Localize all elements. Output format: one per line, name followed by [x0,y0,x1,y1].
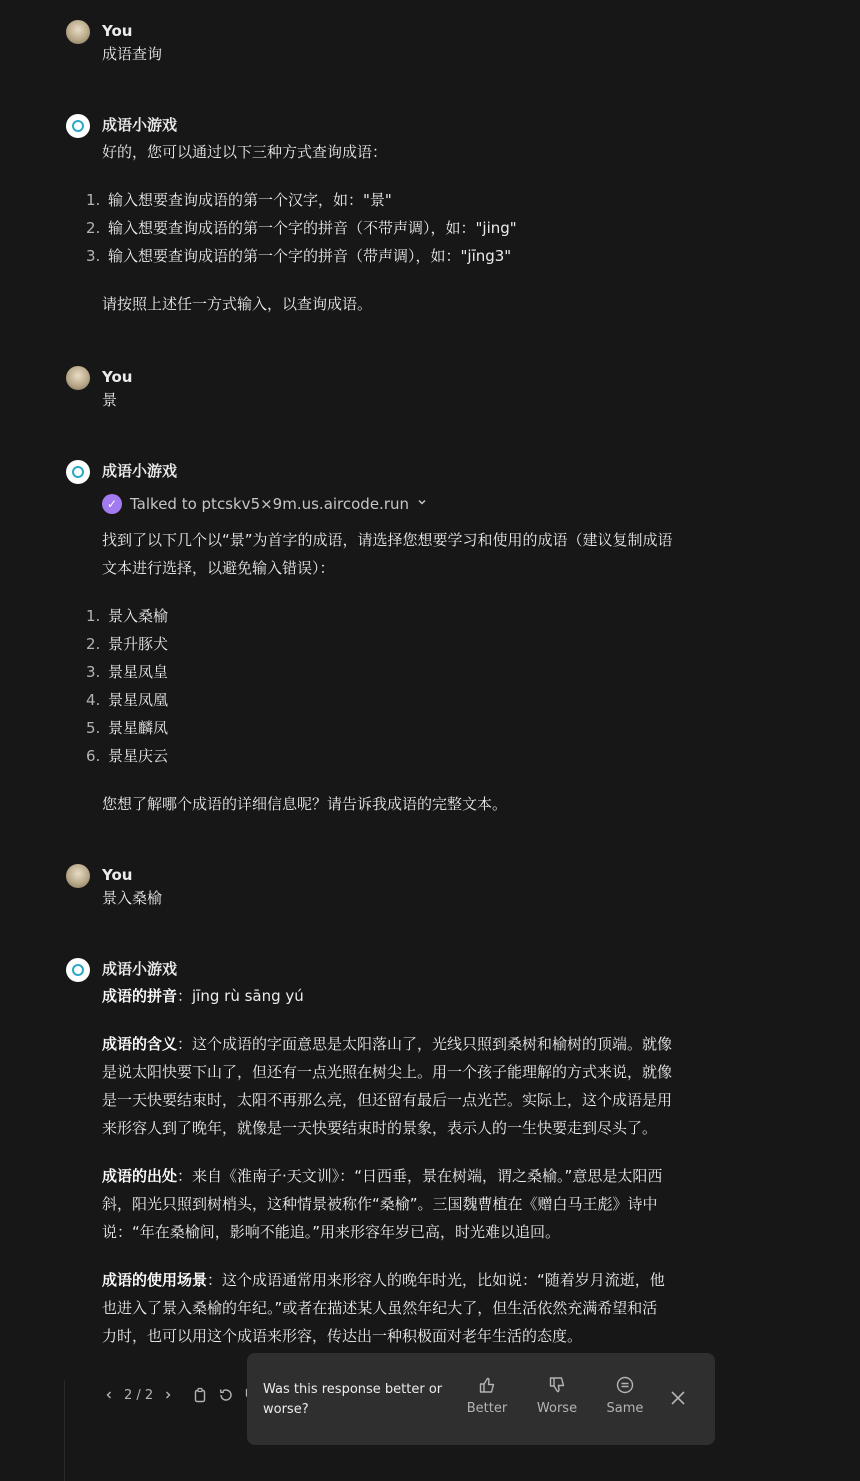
idiom-list [86,602,712,770]
query-methods-list [86,186,712,270]
message-user-3 [66,864,726,914]
list-item: 3. 景星凤皇 [86,663,169,681]
thumbs-down-icon [547,1375,567,1395]
tool-call-label: Talked to ptcskv5×9m.us.aircode.run [130,495,410,513]
feedback-same-label: Same [606,1401,644,1416]
regenerate-icon[interactable] [217,1386,235,1404]
copy-icon[interactable] [191,1386,209,1404]
user-avatar [66,20,90,44]
message-outro: 请按照上述任一方式输入，以查询成语。 [102,295,373,313]
message-author: 成语小游戏 [102,462,178,480]
list-item: 1. 景入桑榆 [86,607,169,625]
list-item: 2. 输入想要查询成语的第一个字的拼音（不带声调），如："jing" [86,219,517,237]
feedback-same-button[interactable] [595,1375,655,1416]
feedback-question: Was this response better or worse? [263,1382,443,1417]
close-icon[interactable] [669,1389,687,1407]
message-author: 成语小游戏 [102,960,178,978]
chevron-right-icon[interactable] [159,1386,177,1404]
message-text: 景入桑榆 [102,889,163,907]
bot-logo-icon [72,466,84,478]
message-intro-line: 找到了以下几个以“景”为首字的成语，请选择您想要学习和使用的成语（建议复制成语 [102,531,673,549]
message-author: You [102,22,133,40]
message-text: 景 [102,391,118,409]
bot-avatar [66,958,90,982]
message-intro-line: 文本进行选择，以避免输入错误）： [102,559,335,577]
message-bot-1 [66,114,726,324]
idiom-meaning: 成语的含义：这个成语的字面意思是太阳落山了，光线只照到桑树和榆树的顶端。就像 是说太阳快要下山了，但还有一点光照在树尖上。用一个孩子能理解的方式来说，就像 是一天快要结束时，太阳不再那么亮，但还留有最后一点光芒。实际上，这个成语是用 来形容人到了晚年，就像是一天快要结束时的景象，表示人的一生快要走到尽头了。 [102,1035,673,1137]
message-intro: 好的，您可以通过以下三种方式查询成语： [102,143,388,161]
idiom-usage: 成语的使用场景：这个成语通常用来形容人的晚年时光，比如说：“随着岁月流逝，他 也进入了景入桑榆的年纪。”或者在描述某人虽然年纪大了，但生活依然充满希望和活 力时，也可以用这个成语来形容，传达出一种积极面对老年生活的态度。 [102,1271,665,1345]
message-bot-3 [66,958,726,1358]
feedback-panel [247,1353,715,1445]
message-user-1 [66,20,726,70]
list-item: 3. 输入想要查询成语的第一个字的拼音（带声调），如："jīng3" [86,247,512,265]
thumbs-up-icon [477,1375,497,1395]
feedback-worse-label: Worse [536,1401,578,1416]
message-actions [100,1386,261,1404]
message-outro: 您想了解哪个成语的详细信息呢？请告诉我成语的完整文本。 [102,795,508,813]
list-item: 2. 景升豚犬 [86,635,169,653]
feedback-better-button[interactable] [457,1375,517,1416]
response-pager [100,1386,177,1404]
pager-label: 2 / 2 [124,1387,154,1403]
bot-avatar [66,460,90,484]
list-item: 5. 景星麟凤 [86,719,169,737]
idiom-pinyin: 成语的拼音：jīng rù sāng yú [102,987,304,1005]
bot-avatar [66,114,90,138]
message-bot-2 [66,460,726,820]
idiom-source: 成语的出处：来自《淮南子·天文训》：“日西垂，景在树端，谓之桑榆。”意思是太阳西 斜，阳光只照到树梢头，这种情景被称作“桑榆”。三国魏曹植在《赠白马王彪》诗中 说：“年在桑榆间，影响不能追。”用来形容年岁已高，时光难以追回。 [102,1167,663,1241]
feedback-worse-button[interactable] [527,1375,587,1416]
chevron-left-icon[interactable] [100,1386,118,1404]
tool-call-toggle[interactable] [102,490,712,518]
message-author: You [102,368,133,386]
message-author: You [102,866,133,884]
list-item: 4. 景星凤凰 [86,691,169,709]
message-author: 成语小游戏 [102,116,178,134]
chevron-down-icon [417,490,427,518]
check-icon: ✓ [102,494,122,514]
thread-guide-line [64,1380,65,1481]
list-item: 1. 输入想要查询成语的第一个汉字，如："景" [86,191,392,209]
list-item: 6. 景星庆云 [86,747,169,765]
equal-circle-icon [615,1375,635,1395]
user-avatar [66,864,90,888]
bot-logo-icon [72,120,84,132]
feedback-better-label: Better [466,1401,508,1416]
bot-logo-icon [72,964,84,976]
message-text: 成语查询 [102,45,163,63]
user-avatar [66,366,90,390]
message-user-2 [66,366,726,416]
